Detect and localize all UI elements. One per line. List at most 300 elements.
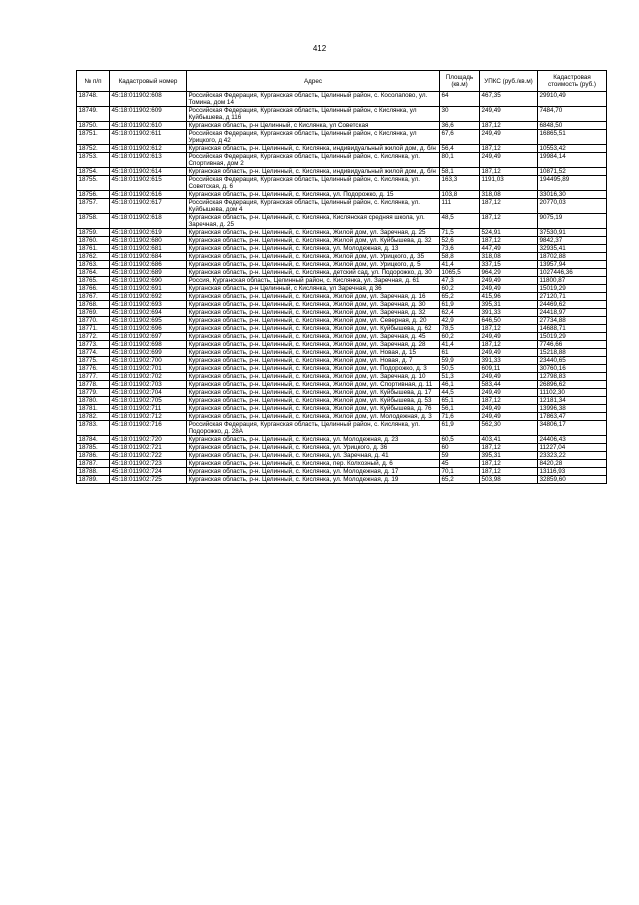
table-row xyxy=(77,389,607,397)
cadastral-cost-cell: 27734,88 xyxy=(538,317,607,325)
cadastral-cost-cell: 15019,29 xyxy=(538,333,607,341)
cadastral-number-cell: 45:18:011902:613 xyxy=(110,153,187,168)
upks-cell: 187,12 xyxy=(480,214,538,229)
table-row xyxy=(77,317,607,325)
upks-cell: 249,49 xyxy=(480,130,538,145)
cadastral-cost-cell: 9842,37 xyxy=(538,237,607,245)
address-cell: Курганская область, р-н. Целинный, с. Кислянка, Жилой дом, ул. Новая, д. 15 xyxy=(187,349,440,357)
cadastral-cost-cell: 12798,83 xyxy=(538,373,607,381)
cadastral-cost-cell: 13957,94 xyxy=(538,261,607,269)
upks-cell: 415,96 xyxy=(480,293,538,301)
row-number-cell: 18753. xyxy=(77,153,110,168)
cadastral-cost-cell: 29910,49 xyxy=(538,92,607,107)
address-cell: Курганская область, р-н. Целинный, с. Кислянка, Жилой дом, ул. Заречная, д. 10 xyxy=(187,373,440,381)
row-number-cell: 18783. xyxy=(77,421,110,436)
address-cell: Курганская область, р-н. Целинный, с. Кислянка, ул. Заречная, д. 41 xyxy=(187,452,440,460)
area-cell: 45 xyxy=(440,460,480,468)
cadastral-number-cell: 45:18:011902:724 xyxy=(110,468,187,476)
area-cell: 56,1 xyxy=(440,405,480,413)
table-row xyxy=(77,261,607,269)
row-number-cell: 18760. xyxy=(77,237,110,245)
area-cell: 71,6 xyxy=(440,413,480,421)
header-number: № п/п xyxy=(77,71,110,92)
table-row xyxy=(77,199,607,214)
area-cell: 62,4 xyxy=(440,309,480,317)
upks-cell: 395,31 xyxy=(480,301,538,309)
table-row xyxy=(77,145,607,153)
area-cell: 163,3 xyxy=(440,176,480,191)
area-cell: 71,5 xyxy=(440,229,480,237)
row-number-cell: 18766. xyxy=(77,285,110,293)
upks-cell: 562,30 xyxy=(480,421,538,436)
cadastral-cost-cell: 37530,91 xyxy=(538,229,607,237)
row-number-cell: 18785. xyxy=(77,444,110,452)
address-cell: Курганская область, р-н. Целинный, с. Кислянка, детский сад, ул. Подорожко, д. 30 xyxy=(187,269,440,277)
address-cell: Российская Федерация, Курганская область, Целинный район, с Кислянка, ул Куйбышева, д 116 xyxy=(187,107,440,122)
row-number-cell: 18756. xyxy=(77,191,110,199)
table-row xyxy=(77,325,607,333)
row-number-cell: 18782. xyxy=(77,413,110,421)
cadastral-number-cell: 45:18:011902:608 xyxy=(110,92,187,107)
cadastral-cost-cell: 15218,88 xyxy=(538,349,607,357)
cadastral-number-cell: 45:18:011902:716 xyxy=(110,421,187,436)
address-cell: Курганская область, р-н. Целинный, с. Кислянка, Жилой дом, ул. Заречная, д. 32 xyxy=(187,309,440,317)
cadastral-cost-cell: 10871,52 xyxy=(538,168,607,176)
address-cell: Курганская область, р-н. Целинный, с. Кислянка, Жилой дом, ул. Заречная, д. 45 xyxy=(187,333,440,341)
address-cell: Курганская область, р-н. Целинный, с. Кислянка, Жилой дом, ул. Куйбышева, д. 53 xyxy=(187,397,440,405)
cadastral-cost-cell: 30760,16 xyxy=(538,365,607,373)
address-cell: Курганская область, р-н. Целинный, с. Кислянка, индивидуальный жилой дом, д. б/н xyxy=(187,168,440,176)
address-cell: Курганская область, р-н. Целинный, с. Кислянка, Жилой дом, ул. Куйбышева, д. 76 xyxy=(187,405,440,413)
cadastral-cost-cell: 7746,66 xyxy=(538,341,607,349)
address-cell: Курганская область, р-н Целинный, с Кислянка, ул Заречная, д 36 xyxy=(187,285,440,293)
cadastral-number-cell: 45:18:011902:680 xyxy=(110,237,187,245)
header-upks: УПКС (руб./кв.м) xyxy=(480,71,538,92)
row-number-cell: 18757. xyxy=(77,199,110,214)
address-cell: Курганская область, р-н. Целинный, с. Кислянка, Жилой дом, ул. Куйбышева, д. 62 xyxy=(187,325,440,333)
upks-cell: 187,12 xyxy=(480,397,538,405)
upks-cell: 249,49 xyxy=(480,349,538,357)
cadastral-number-cell: 45:18:011902:614 xyxy=(110,168,187,176)
cadastral-number-cell: 45:18:011902:681 xyxy=(110,245,187,253)
cadastral-cost-cell: 17863,47 xyxy=(538,413,607,421)
cadastral-number-cell: 45:18:011902:720 xyxy=(110,436,187,444)
row-number-cell: 18772. xyxy=(77,333,110,341)
table-row xyxy=(77,92,607,107)
cadastral-cost-cell: 20770,03 xyxy=(538,199,607,214)
upks-cell: 467,35 xyxy=(480,92,538,107)
table-row xyxy=(77,153,607,168)
cadastral-number-cell: 45:18:011902:705 xyxy=(110,397,187,405)
area-cell: 60,2 xyxy=(440,333,480,341)
table-row xyxy=(77,365,607,373)
upks-cell: 249,49 xyxy=(480,153,538,168)
address-cell: Российская Федерация, Курганская область, Целинный район, с. Кислянка, ул. Спортивная, дом 2 xyxy=(187,153,440,168)
cadastral-cost-cell: 194495,89 xyxy=(538,176,607,191)
address-cell: Курганская область, р-н Целинный, с Кислянка, ул Советская xyxy=(187,122,440,130)
upks-cell: 524,91 xyxy=(480,229,538,237)
area-cell: 58,8 xyxy=(440,253,480,261)
area-cell: 1065,5 xyxy=(440,269,480,277)
table-row xyxy=(77,468,607,476)
upks-cell: 249,49 xyxy=(480,107,538,122)
cadastral-number-cell: 45:18:011902:700 xyxy=(110,357,187,365)
address-cell: Курганская область, р-н. Целинный, с. Кислянка, ул. Урицкого, д. 36 xyxy=(187,444,440,452)
row-number-cell: 18767. xyxy=(77,293,110,301)
row-number-cell: 18754. xyxy=(77,168,110,176)
upks-cell: 403,41 xyxy=(480,436,538,444)
address-cell: Курганская область, р-н. Целинный, с. Кислянка, Жилой дом, ул. Заречная, д. 25 xyxy=(187,229,440,237)
row-number-cell: 18763. xyxy=(77,261,110,269)
row-number-cell: 18776. xyxy=(77,365,110,373)
row-number-cell: 18773. xyxy=(77,341,110,349)
row-number-cell: 18749. xyxy=(77,107,110,122)
row-number-cell: 18775. xyxy=(77,357,110,365)
row-number-cell: 18774. xyxy=(77,349,110,357)
address-cell: Курганская область, р-н. Целинный, с. Кислянка, Жилой дом, ул. Новая, д. 7 xyxy=(187,357,440,365)
cadastral-number-cell: 45:18:011902:698 xyxy=(110,341,187,349)
table-row xyxy=(77,168,607,176)
table-row xyxy=(77,245,607,253)
upks-cell: 187,12 xyxy=(480,444,538,452)
cadastral-number-cell: 45:18:011902:618 xyxy=(110,214,187,229)
cadastral-number-cell: 45:18:011902:609 xyxy=(110,107,187,122)
area-cell: 50,5 xyxy=(440,365,480,373)
address-cell: Российская Федерация, Курганская область, Целинный район, с. Кислянка, ул. Советская, д. 6 xyxy=(187,176,440,191)
address-cell: Курганская область, р-н. Целинный, с. Кислянка, Жилой дом, ул. Спортивная, д. 11 xyxy=(187,381,440,389)
address-cell: Курганская область, р-н. Целинный, с. Кислянка, Жилой дом, ул. Северная, д. 20 xyxy=(187,317,440,325)
address-cell: Российская Федерация, Курганская область, Целинный район, с. Кислянка, ул. Куйбышева, дом 4 xyxy=(187,199,440,214)
area-cell: 70,1 xyxy=(440,468,480,476)
table-row xyxy=(77,277,607,285)
cadastral-cost-cell: 16865,51 xyxy=(538,130,607,145)
cadastral-number-cell: 45:18:011902:684 xyxy=(110,253,187,261)
row-number-cell: 18751. xyxy=(77,130,110,145)
cadastral-cost-cell: 6848,50 xyxy=(538,122,607,130)
cadastral-number-cell: 45:18:011902:610 xyxy=(110,122,187,130)
address-cell: Курганская область, р-н. Целинный, с. Кислянка, Жилой дом, ул. Заречная, д. 30 xyxy=(187,301,440,309)
table-header-row xyxy=(77,71,607,92)
row-number-cell: 18752. xyxy=(77,145,110,153)
row-number-cell: 18764. xyxy=(77,269,110,277)
row-number-cell: 18788. xyxy=(77,468,110,476)
upks-cell: 187,12 xyxy=(480,199,538,214)
cadastral-number-cell: 45:18:011902:612 xyxy=(110,145,187,153)
cadastral-number-cell: 45:18:011902:721 xyxy=(110,444,187,452)
upks-cell: 187,12 xyxy=(480,168,538,176)
area-cell: 61,9 xyxy=(440,301,480,309)
upks-cell: 447,49 xyxy=(480,245,538,253)
cadastral-cost-cell: 13996,38 xyxy=(538,405,607,413)
upks-cell: 583,44 xyxy=(480,381,538,389)
upks-cell: 187,12 xyxy=(480,145,538,153)
table-row xyxy=(77,309,607,317)
row-number-cell: 18761. xyxy=(77,245,110,253)
cadastral-number-cell: 45:18:011902:722 xyxy=(110,452,187,460)
upks-cell: 187,12 xyxy=(480,468,538,476)
address-cell: Курганская область, р-н. Целинный, с. Кислянка, Жилой дом, ул. Молодежная, д. 3 xyxy=(187,413,440,421)
cadastral-number-cell: 45:18:011902:689 xyxy=(110,269,187,277)
address-cell: Российская Федерация, Курганская область, Целинный район, с. Кислянка, ул. Подорожко, д. 28А xyxy=(187,421,440,436)
cadastral-number-cell: 45:18:011902:701 xyxy=(110,365,187,373)
cadastral-cost-cell: 24406,43 xyxy=(538,436,607,444)
row-number-cell: 18765. xyxy=(77,277,110,285)
cadastral-cost-cell: 13116,93 xyxy=(538,468,607,476)
cadastral-number-cell: 45:18:011902:691 xyxy=(110,285,187,293)
row-number-cell: 18771. xyxy=(77,325,110,333)
table-row xyxy=(77,130,607,145)
upks-cell: 503,98 xyxy=(480,476,538,484)
cadastral-table xyxy=(76,70,607,484)
cadastral-cost-cell: 14688,71 xyxy=(538,325,607,333)
cadastral-cost-cell: 15019,29 xyxy=(538,285,607,293)
upks-cell: 318,08 xyxy=(480,191,538,199)
table-row xyxy=(77,460,607,468)
header-cadastral-cost: Кадастровая стоимость (руб.) xyxy=(538,71,607,92)
address-cell: Российская Федерация, Курганская область, Целинный район, с Кислянка, ул Урицкого, д 42 xyxy=(187,130,440,145)
upks-cell: 187,12 xyxy=(480,325,538,333)
upks-cell: 646,50 xyxy=(480,317,538,325)
row-number-cell: 18762. xyxy=(77,253,110,261)
area-cell: 41,4 xyxy=(440,261,480,269)
address-cell: Курганская область, р-н. Целинный, с. Кислянка, ул. Молодежная, д. 17 xyxy=(187,468,440,476)
address-cell: Курганская область, р-н. Целинный, с. Кислянка, Жилой дом, ул. Заречная, д. 28 xyxy=(187,341,440,349)
area-cell: 60,5 xyxy=(440,436,480,444)
table-row xyxy=(77,421,607,436)
cadastral-cost-cell: 8420,28 xyxy=(538,460,607,468)
upks-cell: 187,12 xyxy=(480,237,538,245)
cadastral-number-cell: 45:18:011902:695 xyxy=(110,317,187,325)
header-cadastral-number: Кадастровый номер xyxy=(110,71,187,92)
area-cell: 78,5 xyxy=(440,325,480,333)
cadastral-number-cell: 45:18:011902:619 xyxy=(110,229,187,237)
page-number: 412 xyxy=(312,44,327,53)
area-cell: 67,6 xyxy=(440,130,480,145)
cadastral-cost-cell: 32935,41 xyxy=(538,245,607,253)
cadastral-cost-cell: 27120,71 xyxy=(538,293,607,301)
area-cell: 60 xyxy=(440,444,480,452)
table-row xyxy=(77,253,607,261)
area-cell: 73,6 xyxy=(440,245,480,253)
upks-cell: 249,49 xyxy=(480,277,538,285)
cadastral-number-cell: 45:18:011902:690 xyxy=(110,277,187,285)
upks-cell: 391,33 xyxy=(480,357,538,365)
header-area: Площадь (кв.м) xyxy=(440,71,480,92)
row-number-cell: 18758. xyxy=(77,214,110,229)
row-number-cell: 18787. xyxy=(77,460,110,468)
address-cell: Курганская область, р-н. Целинный, с. Кислянка, Жилой дом, ул. Урицкого, д. 35 xyxy=(187,253,440,261)
address-cell: Курганская область, р-н. Целинный, с. Кислянка, Жилой дом, ул. Подорожко, д. 3 xyxy=(187,365,440,373)
row-number-cell: 18786. xyxy=(77,452,110,460)
upks-cell: 318,08 xyxy=(480,253,538,261)
cadastral-cost-cell: 23440,65 xyxy=(538,357,607,365)
cadastral-cost-cell: 24469,62 xyxy=(538,301,607,309)
area-cell: 56,4 xyxy=(440,145,480,153)
upks-cell: 249,49 xyxy=(480,413,538,421)
row-number-cell: 18779. xyxy=(77,389,110,397)
area-cell: 30 xyxy=(440,107,480,122)
address-cell: Россия, Курганская область, Целинный район, с. Кислянка, ул. Заречная, д. 61 xyxy=(187,277,440,285)
table-row xyxy=(77,214,607,229)
address-cell: Курганская область, р-н. Целинный, с. Кислянка, Жилой дом, ул. Куйбышева, д. 32 xyxy=(187,237,440,245)
area-cell: 52,6 xyxy=(440,237,480,245)
upks-cell: 395,31 xyxy=(480,452,538,460)
cadastral-cost-cell: 11102,30 xyxy=(538,389,607,397)
area-cell: 46,1 xyxy=(440,381,480,389)
table-row xyxy=(77,107,607,122)
table-row xyxy=(77,293,607,301)
address-cell: Российская Федерация, Курганская область, Целинный район, с. Косолапово, ул. Томина, дом 14 xyxy=(187,92,440,107)
cadastral-cost-cell: 9075,19 xyxy=(538,214,607,229)
cadastral-cost-cell: 18702,88 xyxy=(538,253,607,261)
address-cell: Курганская область, р-н. Целинный, с. Кислянка, Жилой дом, ул. Заречная, д. 16 xyxy=(187,293,440,301)
table-row xyxy=(77,373,607,381)
upks-cell: 249,49 xyxy=(480,373,538,381)
cadastral-number-cell: 45:18:011902:696 xyxy=(110,325,187,333)
table-row xyxy=(77,176,607,191)
table-row xyxy=(77,341,607,349)
cadastral-number-cell: 45:18:011902:702 xyxy=(110,373,187,381)
cadastral-number-cell: 45:18:011902:611 xyxy=(110,130,187,145)
area-cell: 58,1 xyxy=(440,168,480,176)
cadastral-cost-cell: 33016,30 xyxy=(538,191,607,199)
area-cell: 36,6 xyxy=(440,122,480,130)
address-cell: Курганская область, р-н. Целинный, с. Кислянка, ул. Молодежная, д. 13 xyxy=(187,245,440,253)
table-row xyxy=(77,122,607,130)
cadastral-number-cell: 45:18:011902:699 xyxy=(110,349,187,357)
upks-cell: 249,49 xyxy=(480,333,538,341)
area-cell: 61,9 xyxy=(440,421,480,436)
area-cell: 41,4 xyxy=(440,341,480,349)
cadastral-cost-cell: 26896,62 xyxy=(538,381,607,389)
upks-cell: 187,12 xyxy=(480,122,538,130)
table-row xyxy=(77,436,607,444)
table-row xyxy=(77,333,607,341)
area-cell: 42,9 xyxy=(440,317,480,325)
area-cell: 111 xyxy=(440,199,480,214)
address-cell: Курганская область, р-н. Целинный, с. Кислянка, ул. Молодежная, д. 23 xyxy=(187,436,440,444)
table-row xyxy=(77,381,607,389)
cadastral-number-cell: 45:18:011902:725 xyxy=(110,476,187,484)
address-cell: Курганская область, р-н. Целинный, с. Кислянка, индивидуальный жилой дом, д. б/н xyxy=(187,145,440,153)
cadastral-cost-cell: 7484,70 xyxy=(538,107,607,122)
upks-cell: 1191,03 xyxy=(480,176,538,191)
cadastral-cost-cell: 24418,97 xyxy=(538,309,607,317)
address-cell: Курганская область, р-н. Целинный, с. Кислянка, Жилой дом, ул. Куйбышева, д. 17 xyxy=(187,389,440,397)
upks-cell: 249,49 xyxy=(480,285,538,293)
cadastral-cost-cell: 23323,22 xyxy=(538,452,607,460)
table-row xyxy=(77,237,607,245)
cadastral-number-cell: 45:18:011902:712 xyxy=(110,413,187,421)
area-cell: 47,3 xyxy=(440,277,480,285)
cadastral-cost-cell: 32859,60 xyxy=(538,476,607,484)
cadastral-cost-cell: 11227,04 xyxy=(538,444,607,452)
table-row xyxy=(77,229,607,237)
area-cell: 59 xyxy=(440,452,480,460)
upks-cell: 249,49 xyxy=(480,389,538,397)
area-cell: 61 xyxy=(440,349,480,357)
row-number-cell: 18777. xyxy=(77,373,110,381)
cadastral-number-cell: 45:18:011902:697 xyxy=(110,333,187,341)
table-row xyxy=(77,301,607,309)
area-cell: 103,8 xyxy=(440,191,480,199)
table-body xyxy=(77,92,607,484)
upks-cell: 187,12 xyxy=(480,341,538,349)
header-address: Адрес xyxy=(187,71,440,92)
upks-cell: 337,15 xyxy=(480,261,538,269)
table-row xyxy=(77,476,607,484)
area-cell: 65,2 xyxy=(440,293,480,301)
cadastral-cost-cell: 1027446,36 xyxy=(538,269,607,277)
area-cell: 59,9 xyxy=(440,357,480,365)
row-number-cell: 18784. xyxy=(77,436,110,444)
table-row xyxy=(77,444,607,452)
table-row xyxy=(77,191,607,199)
table-row xyxy=(77,405,607,413)
cadastral-number-cell: 45:18:011902:711 xyxy=(110,405,187,413)
table-row xyxy=(77,452,607,460)
upks-cell: 609,11 xyxy=(480,365,538,373)
upks-cell: 187,12 xyxy=(480,460,538,468)
upks-cell: 249,49 xyxy=(480,405,538,413)
cadastral-number-cell: 45:18:011902:693 xyxy=(110,301,187,309)
cadastral-cost-cell: 19984,14 xyxy=(538,153,607,168)
table-row xyxy=(77,397,607,405)
address-cell: Курганская область, р-н. Целинный, с. Кислянка, ул. Молодежная, д. 19 xyxy=(187,476,440,484)
row-number-cell: 18769. xyxy=(77,309,110,317)
cadastral-cost-cell: 10553,42 xyxy=(538,145,607,153)
row-number-cell: 18770. xyxy=(77,317,110,325)
area-cell: 44,5 xyxy=(440,389,480,397)
address-cell: Курганская область, р-н. Целинный, с. Кислянка, пер. Колхозный, д. 6 xyxy=(187,460,440,468)
row-number-cell: 18755. xyxy=(77,176,110,191)
area-cell: 65,1 xyxy=(440,397,480,405)
area-cell: 65,2 xyxy=(440,476,480,484)
cadastral-number-cell: 45:18:011902:686 xyxy=(110,261,187,269)
address-cell: Курганская область, р-н. Целинный, с. Кислянка, Жилой дом, ул. Урицкого, д. 5 xyxy=(187,261,440,269)
row-number-cell: 18789. xyxy=(77,476,110,484)
cadastral-number-cell: 45:18:011902:694 xyxy=(110,309,187,317)
row-number-cell: 18780. xyxy=(77,397,110,405)
address-cell: Курганская область, р-н. Целинный, с. Кислянка, Кислянская средняя школа, ул. Заречная, д. 25 xyxy=(187,214,440,229)
area-cell: 64 xyxy=(440,92,480,107)
area-cell: 80,1 xyxy=(440,153,480,168)
row-number-cell: 18750. xyxy=(77,122,110,130)
cadastral-number-cell: 45:18:011902:615 xyxy=(110,176,187,191)
area-cell: 51,3 xyxy=(440,373,480,381)
area-cell: 60,2 xyxy=(440,285,480,293)
cadastral-cost-cell: 12181,34 xyxy=(538,397,607,405)
table-row xyxy=(77,285,607,293)
area-cell: 48,5 xyxy=(440,214,480,229)
upks-cell: 391,33 xyxy=(480,309,538,317)
row-number-cell: 18748. xyxy=(77,92,110,107)
address-cell: Курганская область, р-н. Целинный, с. Кислянка, ул. Подорожко, д. 15 xyxy=(187,191,440,199)
row-number-cell: 18781. xyxy=(77,405,110,413)
cadastral-number-cell: 45:18:011902:704 xyxy=(110,389,187,397)
table-row xyxy=(77,413,607,421)
cadastral-cost-cell: 34806,17 xyxy=(538,421,607,436)
cadastral-number-cell: 45:18:011902:616 xyxy=(110,191,187,199)
row-number-cell: 18768. xyxy=(77,301,110,309)
table-row xyxy=(77,357,607,365)
cadastral-cost-cell: 11800,87 xyxy=(538,277,607,285)
table-row xyxy=(77,349,607,357)
row-number-cell: 18778. xyxy=(77,381,110,389)
table-row xyxy=(77,269,607,277)
cadastral-number-cell: 45:18:011902:703 xyxy=(110,381,187,389)
row-number-cell: 18759. xyxy=(77,229,110,237)
